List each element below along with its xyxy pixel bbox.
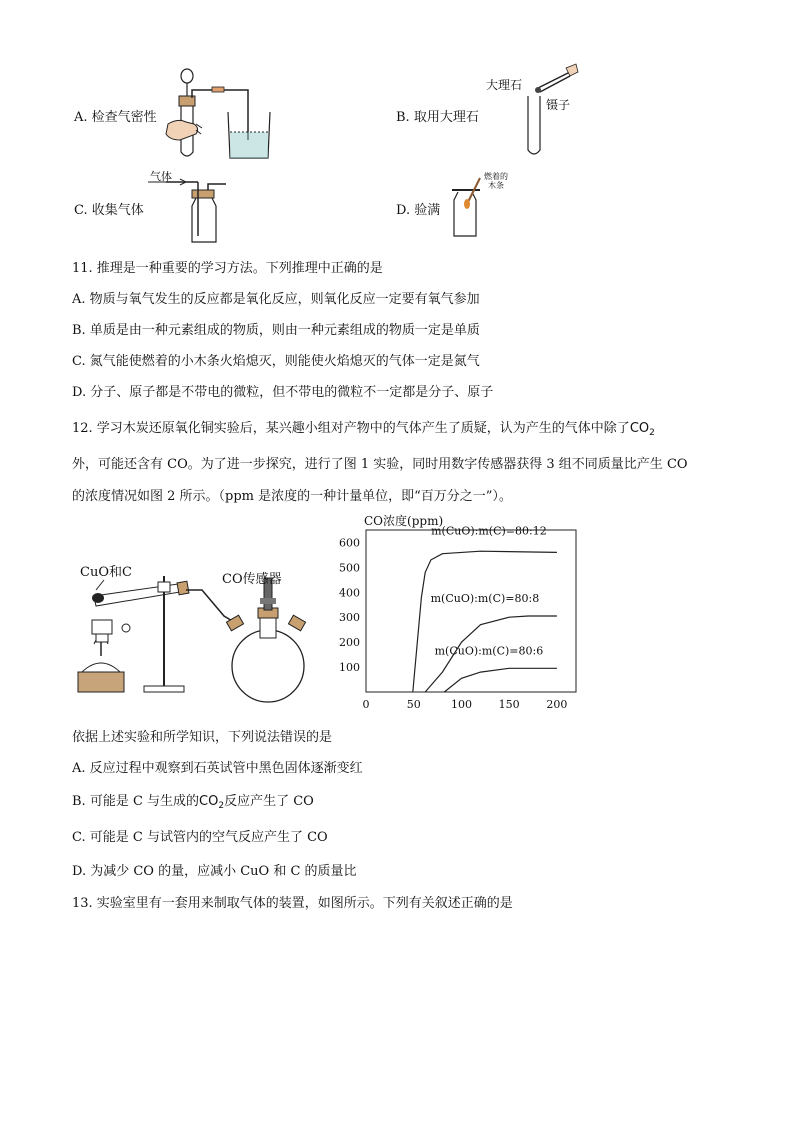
x-tick-label: 100 (450, 698, 472, 711)
q10-option-d[interactable]: D. 验满 (396, 203, 441, 218)
q13-stem: 13. 实验室里有一套用来制取气体的装置，如图所示。下列有关叙述正确的是 (72, 896, 513, 911)
co2-formula-co: CO (629, 421, 650, 436)
q12-stem-line2: 外，可能还含有 CO。为了进一步探究，进行了图 1 实验，同时用数字传感器获得 3 组不同质量比产生 CO (72, 457, 688, 472)
q12-option-c[interactable]: C. 可能是 C 与试管内的空气反应产生了 CO (72, 830, 328, 845)
tweezers-label: 镊子 (546, 98, 571, 112)
series-label: m(CuO):m(C)=80:6 (434, 644, 544, 658)
co2-formula-b (199, 794, 224, 809)
fig1-label-co-sensor: CO传感器 (222, 572, 282, 587)
y-tick-label: 600 (339, 536, 360, 550)
q12-stem-line1 (72, 417, 655, 438)
q10-option-a-figure (160, 62, 280, 162)
gas-label: 气体 (150, 170, 172, 183)
q12-option-a[interactable]: A. 反应过程中观察到石英试管中黑色固体逐渐变红 (72, 761, 363, 776)
y-tick-label: 200 (339, 636, 360, 650)
co2-formula-b-co: CO (199, 794, 219, 809)
burning-stick-label-line2: 木条 (488, 181, 504, 190)
co2-formula-sub: 2 (649, 428, 655, 438)
series-label: m(CuO):m(C)=80:12 (431, 524, 547, 538)
series-label: m(CuO):m(C)=80:8 (430, 591, 540, 605)
q10-option-a[interactable]: A. 检查气密性 (74, 110, 157, 125)
burning-stick-label (484, 172, 508, 190)
q11-option-a[interactable]: A. 物质与氧气发生的反应都是氧化反应，则氧化反应一定要有氧气参加 (72, 292, 480, 307)
y-tick-label: 400 (339, 586, 360, 600)
y-tick-label: 300 (339, 611, 360, 625)
x-tick-label: 50 (406, 698, 421, 711)
q11-option-d[interactable]: D. 分子、原子都是不带电的微粒，但不带电的微粒不一定都是分子、原子 (72, 385, 494, 400)
q12-question: 依据上述实验和所学知识，下列说法错误的是 (72, 730, 333, 745)
x-tick-label: 150 (498, 698, 520, 711)
q12-option-b-post: 反应产生了 CO (224, 794, 314, 809)
q11-option-b[interactable]: B. 单质是由一种元素组成的物质，则由一种元素组成的物质一定是单质 (72, 323, 480, 338)
series-line (444, 668, 557, 692)
y-tick-label: 100 (339, 661, 360, 675)
chart-title: CO浓度(ppm) (364, 514, 444, 528)
q12-option-d[interactable]: D. 为减少 CO 的量，应减小 CuO 和 C 的质量比 (72, 864, 357, 879)
q10-option-b[interactable]: B. 取用大理石 (396, 110, 479, 125)
co2-formula-b-sub: 2 (218, 801, 225, 811)
co-concentration-chart (330, 510, 590, 715)
q10-option-c[interactable]: C. 收集气体 (74, 203, 144, 218)
q12-stem-text: 12. 学习木炭还原氧化铜实验后，某兴趣小组对产物中的气体产生了质疑，认为产生的气体中除了 (72, 421, 630, 436)
burning-stick-label-line1: 燃着的 (484, 172, 508, 181)
x-tick-label: 0 (362, 698, 370, 711)
q12-option-b[interactable] (72, 790, 314, 811)
series-line (413, 551, 557, 692)
x-tick-label: 200 (546, 698, 568, 711)
co2-formula (630, 421, 655, 436)
q12-stem-line3: 的浓度情况如图 2 所示。（ppm 是浓度的一种计量单位，即“百万分之一”）。 (72, 489, 512, 504)
q11-stem: 11. 推理是一种重要的学习方法。下列推理中正确的是 (72, 261, 383, 276)
q12-option-b-pre: B. 可能是 C 与生成的 (72, 794, 200, 809)
q11-option-c[interactable]: C. 氮气能使燃着的小木条火焰熄灭，则能使火焰熄灭的气体一定是氮气 (72, 354, 480, 369)
fig1-label-cuo-c: CuO和C (80, 565, 132, 580)
marble-label: 大理石 (486, 78, 523, 92)
y-tick-label: 500 (339, 561, 360, 575)
